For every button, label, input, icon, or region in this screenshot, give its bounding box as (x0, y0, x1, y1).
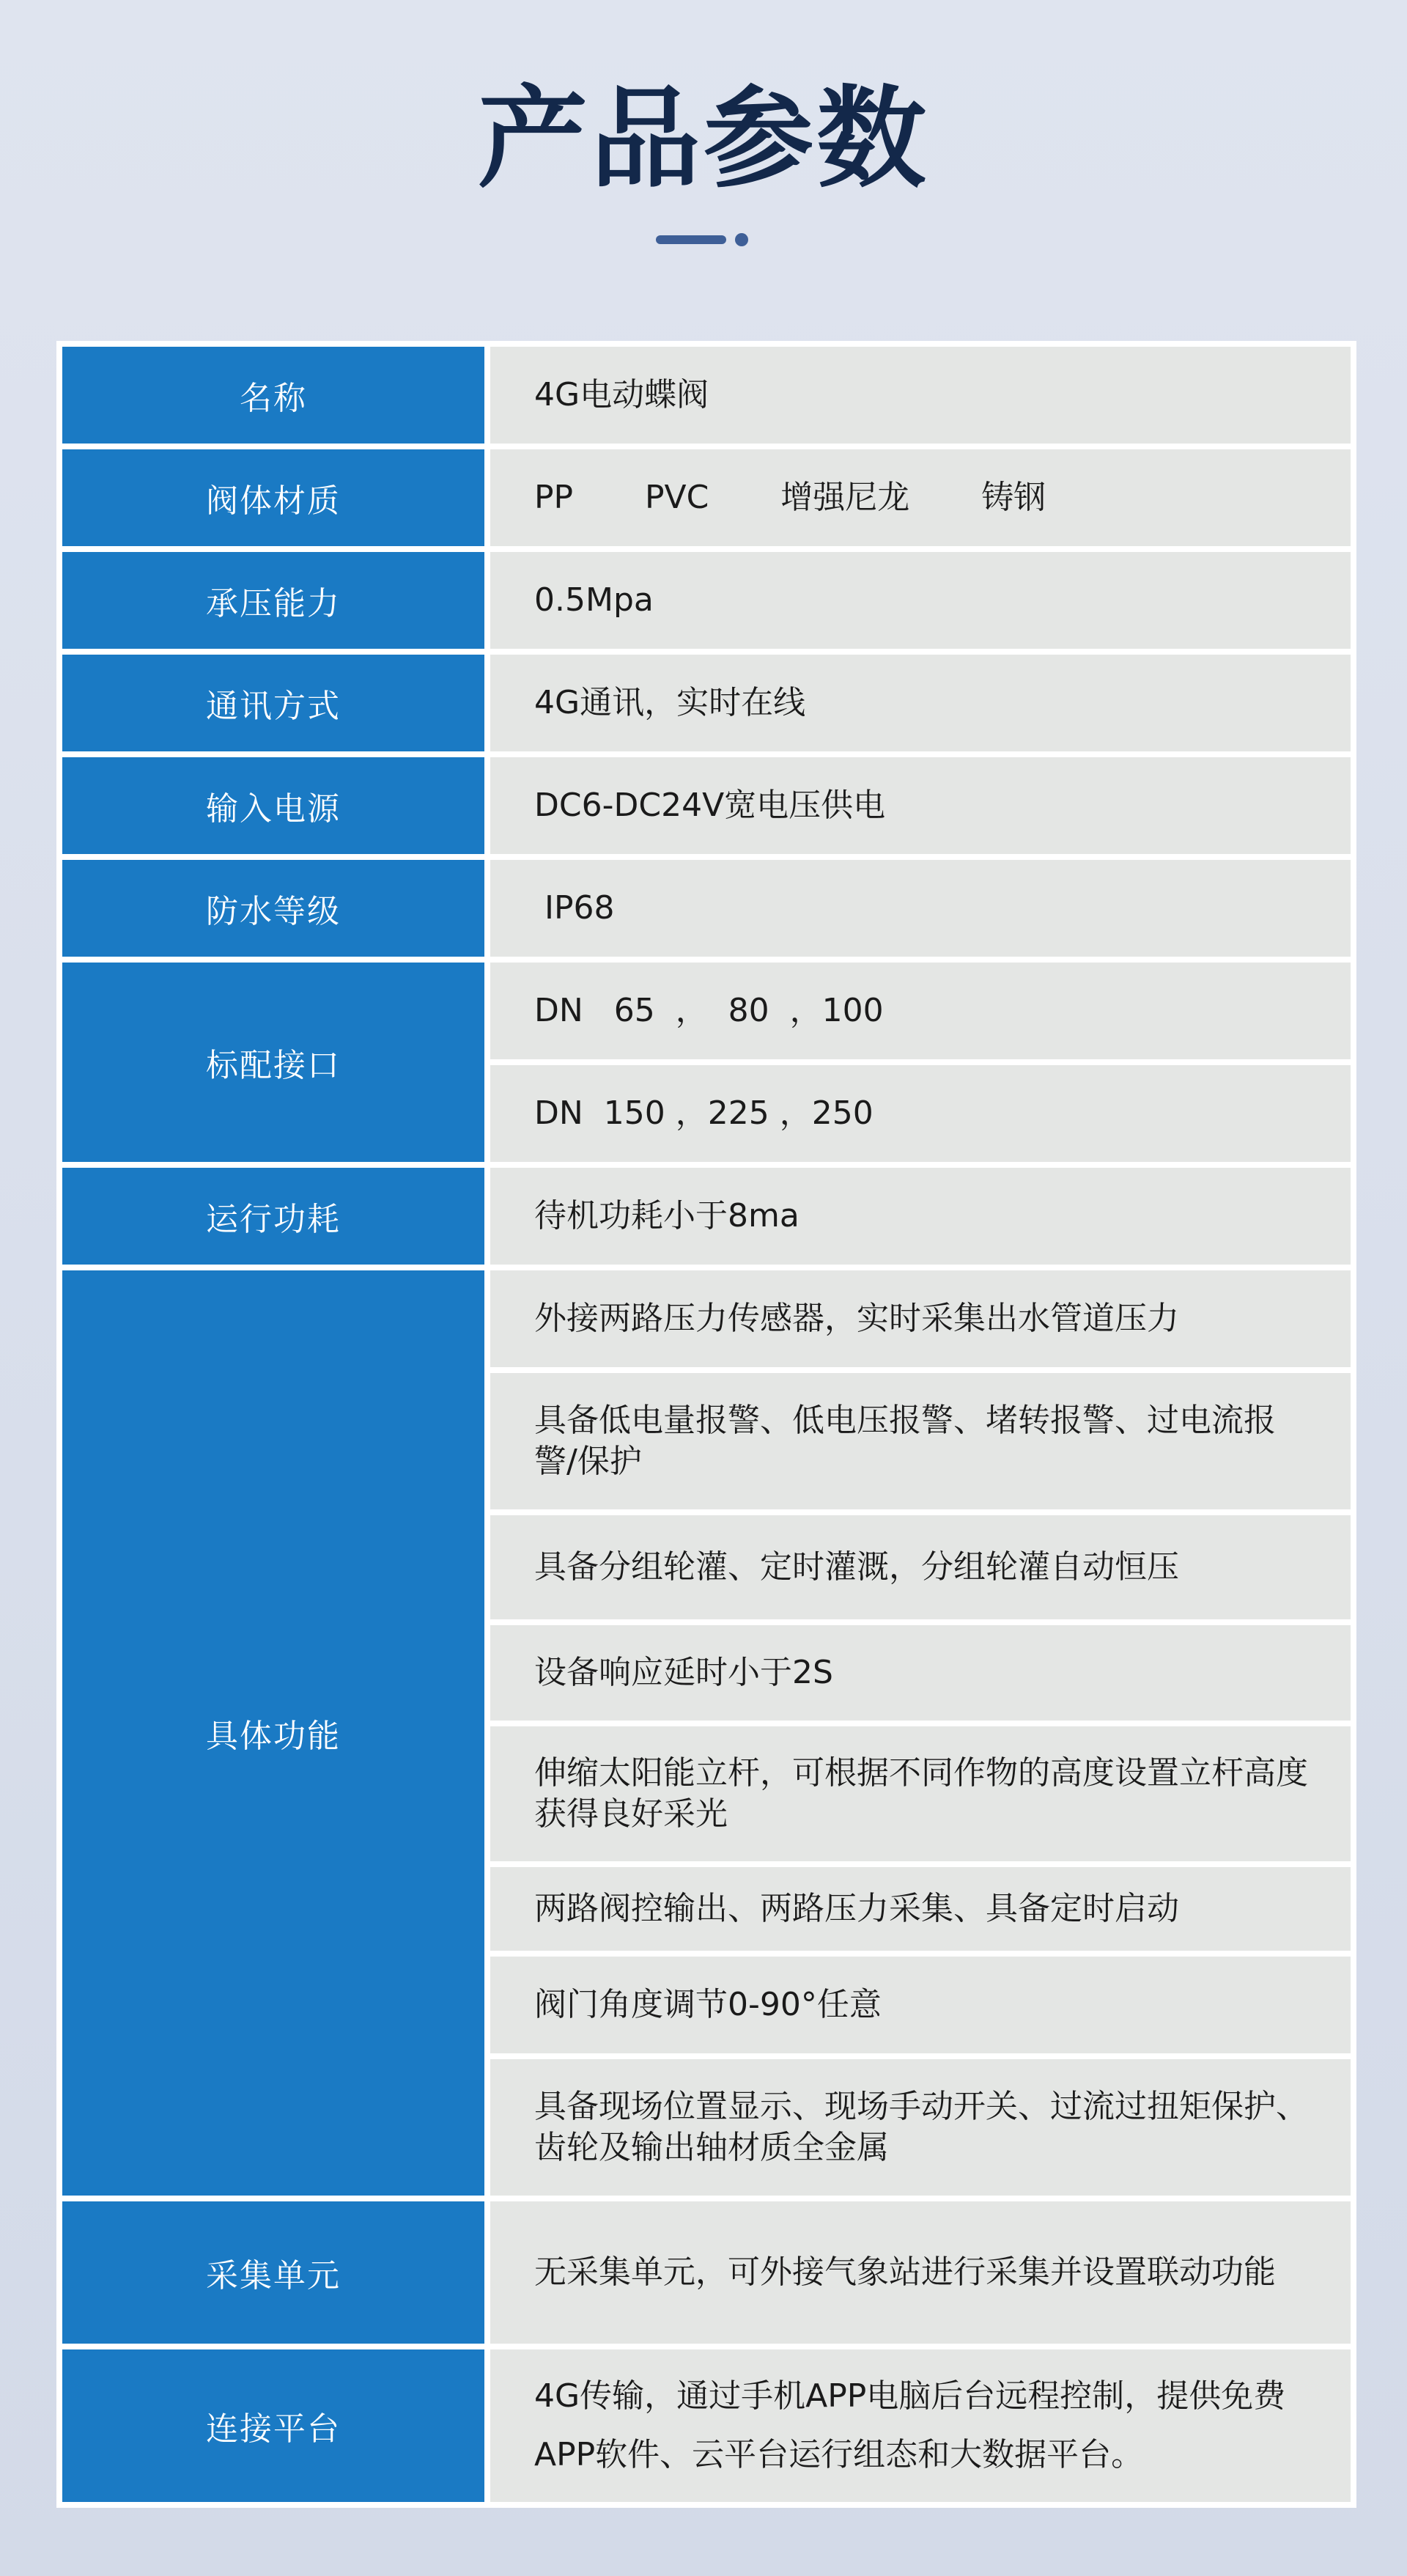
table-row (62, 860, 1351, 957)
row-value: 具备分组轮灌、定时灌溉，分组轮灌自动恒压 (490, 1515, 1351, 1619)
row-value: 4G电动蝶阀 (490, 347, 1351, 444)
table-row (62, 2349, 1351, 2502)
row-value: PP PVC 增强尼龙 铸钢 (490, 449, 1351, 546)
row-value: 0.5Mpa (490, 552, 1351, 649)
row-value: 设备响应延时小于2S (490, 1625, 1351, 1721)
row-value: 阀门角度调节0-90°任意 (490, 1957, 1351, 2053)
row-label: 名称 (62, 347, 484, 444)
row-label: 输入电源 (62, 757, 484, 854)
row-label: 采集单元 (62, 2201, 484, 2344)
row-value: 待机功耗小于8ma (490, 1168, 1351, 1265)
row-label: 承压能力 (62, 552, 484, 649)
row-label: 标配接口 (62, 963, 484, 1162)
row-label: 阀体材质 (62, 449, 484, 546)
row-value: DN 150 ，225 ，250 (490, 1065, 1351, 1162)
row-label: 连接平台 (62, 2349, 484, 2502)
row-value: 无采集单元，可外接气象站进行采集并设置联动功能 (490, 2201, 1351, 2344)
row-value: 两路阀控输出、两路压力采集、具备定时启动 (490, 1867, 1351, 1951)
table-row (62, 1270, 1351, 2196)
table-row (62, 347, 1351, 444)
row-value: 具备低电量报警、低电压报警、堵转报警、过电流报警/保护 (490, 1373, 1351, 1509)
row-value: IP68 (490, 860, 1351, 957)
row-label: 防水等级 (62, 860, 484, 957)
row-value: 外接两路压力传感器，实时采集出水管道压力 (490, 1270, 1351, 1367)
row-value: 4G通讯，实时在线 (490, 655, 1351, 751)
table-row (62, 449, 1351, 546)
row-label: 具体功能 (62, 1270, 484, 2196)
row-label: 运行功耗 (62, 1168, 484, 1265)
decoration-bar (656, 235, 726, 244)
table-row (62, 2201, 1351, 2344)
row-value: DC6-DC24V宽电压供电 (490, 757, 1351, 854)
table-row (62, 1168, 1351, 1265)
page-title: 产品参数 (477, 76, 929, 203)
row-value: 具备现场位置显示、现场手动开关、过流过扭矩保护、齿轮及输出轴材质全金属 (490, 2059, 1351, 2196)
parameter-table (56, 341, 1356, 2508)
row-value: 4G传输，通过手机APP电脑后台远程控制，提供免费APP软件、云平台运行组态和大数据平台。 (490, 2349, 1351, 2502)
row-value: DN 65 ， 80 ，100 (490, 963, 1351, 1059)
decoration-dot (735, 233, 748, 246)
table-row (62, 757, 1351, 854)
title-decoration (656, 233, 755, 246)
row-label: 通讯方式 (62, 655, 484, 751)
table-row (62, 963, 1351, 1162)
table-row (62, 655, 1351, 751)
table-row (62, 552, 1351, 649)
row-value: 伸缩太阳能立杆，可根据不同作物的高度设置立杆高度获得良好采光 (490, 1726, 1351, 1861)
